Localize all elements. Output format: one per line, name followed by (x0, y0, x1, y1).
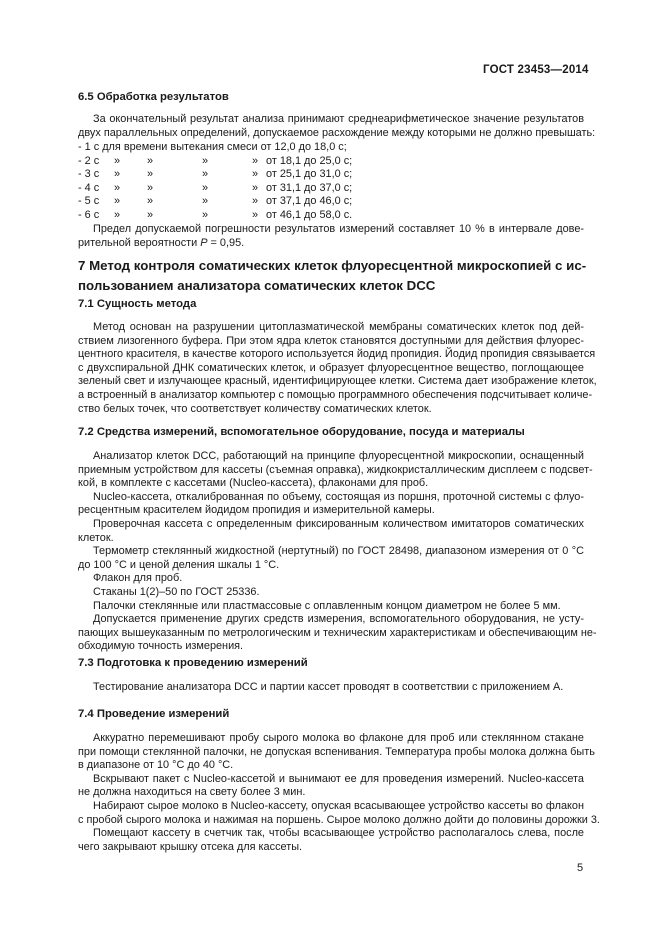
text-line: приемным устройством для кассеты (съемная оправка), жидкокристаллическим дисплеем с подсвет- (78, 463, 593, 476)
list-item-range: от 18,1 до 25,0 с; (266, 154, 353, 167)
text-line: Предел допускаемой погрешности результатов измерений составляет 10 % в интервале дове- (93, 223, 584, 235)
ditto-mark: » (147, 195, 154, 208)
text-line: Анализатор клеток DCC, работающий на принципе флуоресцентной микроскопии, оснащенный (93, 450, 584, 462)
time-tolerance-list (78, 141, 438, 223)
list-item-value: - 5 с (78, 195, 100, 208)
list-item-range: от 31,1 до 37,0 с; (266, 181, 353, 194)
text-line: ствием лизогенного буфера. При этом ядра клеток становятся доступными для действия флуорес- (78, 334, 584, 347)
document-code: ГОСТ 23453—2014 (483, 64, 589, 76)
list-item-range: от 46,1 до 58,0 с. (266, 208, 353, 221)
text-line: пающих вышеуказанным по метрологическим и техническим характеристикам и обеспечивающим не- (78, 626, 597, 639)
ditto-mark: » (202, 168, 209, 181)
variable-p: P (200, 236, 208, 249)
text-line: обходимую точность измерения. (78, 640, 244, 653)
ditto-mark: » (114, 181, 121, 194)
page-number: 5 (577, 862, 584, 874)
s73-paragraph: Тестирование анализатора DCC и партии кассет проводят в соответствии с приложением А. (93, 681, 564, 693)
text-fragment: рительной вероятности (78, 236, 198, 249)
s74-paragraph (78, 732, 600, 854)
text-line: не должна находиться на свету более 3 мин. (78, 786, 306, 799)
text-line: с пробой сырого молока и нажимая на поршень. Сырое молоко должно дойти до половины дорожки 3. (78, 813, 600, 826)
text-line: Nucleo-кассета, откалиброванная по объему, состоящая из поршня, проточной системы с флуо- (93, 490, 584, 503)
text-line: Допускается применение других средств измерения, вспомогательного оборудования, не усту- (93, 613, 584, 626)
section-7-title-line-2: пользованием анализатора соматических клеток DCC (78, 278, 436, 293)
section-7-title-line-1: 7 Метод контроля соматических клеток флуоресцентной микроскопией с ис- (78, 258, 587, 273)
section-7-1-title: 7.1 Сущность метода (78, 298, 197, 310)
text-line: до 100 °С и ценой деления шкалы 1 °С. (78, 558, 280, 571)
text-line: ресцентным красителем йодидом пропидия и измерительной камеры. (78, 504, 435, 517)
section-7-4-title: 7.4 Проведение измерений (78, 708, 230, 720)
text-line: Набирают сырое молоко в Nucleo-кассету, опуская всасывающее устройство кассеты во флакон (93, 799, 584, 812)
ditto-mark: » (147, 154, 154, 167)
ditto-mark: » (114, 208, 121, 221)
section-7-3-title: 7.3 Подготовка к проведению измерений (78, 657, 308, 669)
ditto-mark: » (202, 181, 209, 194)
s72-paragraph (78, 450, 597, 654)
s65-paragraph-2 (78, 223, 584, 250)
section-6-5-title: 6.5 Обработка результатов (78, 91, 229, 103)
list-item-range: от 25,1 до 31,0 с; (266, 168, 353, 181)
text-line: Палочки стеклянные или пластмассовые с оплавленным концом диаметром не более 5 мм. (93, 599, 561, 612)
list-item-range: от 37,1 до 46,0 с; (266, 195, 353, 208)
list-item (78, 182, 438, 196)
text-line: Помещают кассету в счетчик так, чтобы всасывающее устройство располагалось слева, после (93, 827, 584, 840)
ditto-mark: » (252, 168, 259, 181)
ditto-mark: » (252, 208, 259, 221)
s71-paragraph (78, 321, 597, 416)
text-line: двух параллельных определений, допускаемое расхождение между которыми не должно превышать: (78, 126, 596, 139)
text-line: Стаканы 1(2)–50 по ГОСТ 25336. (93, 585, 260, 598)
ditto-mark: » (147, 208, 154, 221)
text-line: Флакон для проб. (93, 572, 183, 585)
text-fragment: = 0,95. (207, 236, 245, 249)
list-item-value: - 2 с (78, 154, 100, 167)
ditto-mark: » (252, 181, 259, 194)
list-item (78, 195, 438, 209)
list-item (78, 155, 438, 169)
list-item (78, 209, 438, 223)
text-line: зеленый свет и излучающее красный, идентифицирующее клетки. Система дает изображение клеток, (78, 375, 597, 388)
text-line: Проверочная кассета с определенным фиксированным количеством имитаторов соматических (93, 517, 584, 530)
section-7-title (78, 256, 587, 296)
list-item-value: - 4 с (78, 181, 100, 194)
text-line: Аккуратно перемешивают пробу сырого молока во флаконе для проб или стеклянном стакане (93, 732, 584, 744)
text-line: За окончательный результат анализа принимают среднеарифметическое значение результатов (93, 113, 584, 125)
list-item (78, 168, 438, 182)
list-item-value: - 3 с (78, 168, 100, 181)
text-line: чего закрывают крышку отсека для кассеты. (78, 840, 303, 853)
text-line: Метод основан на разрушении цитоплазматической мембраны соматических клеток под дей- (93, 321, 584, 333)
ditto-mark: » (114, 154, 121, 167)
ditto-mark: » (147, 168, 154, 181)
ditto-mark: » (202, 208, 209, 221)
text-line: кой, в комплекте с кассетами (Nucleo-кассета), флаконами для проб. (78, 477, 429, 490)
s65-paragraph-1-text (78, 113, 596, 140)
ditto-mark: » (252, 195, 259, 208)
ditto-mark: » (202, 154, 209, 167)
list-item-value: - 6 с (78, 208, 100, 221)
section-7-2-title: 7.2 Средства измерений, вспомогательное оборудование, посуда и материалы (78, 426, 525, 438)
text-line: Вскрывают пакет с Nucleo-кассетой и вынимают ее для проведения измерений. Nucleo-кассета (93, 772, 584, 785)
text-line: в диапазоне от 10 °С до 40 °С. (78, 759, 234, 772)
text-line: клеток. (78, 531, 114, 544)
ditto-mark: » (147, 181, 154, 194)
text-line: при помощи стеклянной палочки, не допуская вспенивания. Температура пробы молока должна быть (78, 745, 595, 758)
ditto-mark: » (114, 168, 121, 181)
text-line: центного красителя, в качестве которого используется йодид пропидия. Йодид пропидия связывается (78, 348, 596, 361)
text-line: а встроенный в анализатор компьютер с помощью программного обеспечения подсчитывает количе- (78, 388, 593, 401)
text-line: Термометр стеклянный жидкостной (нертутный) по ГОСТ 28498, диапазоном измерения от 0 °С (93, 545, 584, 558)
list-item-text: - 1 с для времени вытекания смеси от 12,0 до 18,0 с; (78, 141, 347, 153)
ditto-mark: » (114, 195, 121, 208)
ditto-mark: » (202, 195, 209, 208)
list-item (78, 141, 438, 155)
text-line: ство белых точек, что соответствует количеству соматических клеток. (78, 402, 432, 415)
text-line: с двухспиральной ДНК соматических клеток, и образует флуоресцентное вещество, поглощающее (78, 361, 584, 374)
ditto-mark: » (252, 154, 259, 167)
text-line (78, 237, 584, 251)
